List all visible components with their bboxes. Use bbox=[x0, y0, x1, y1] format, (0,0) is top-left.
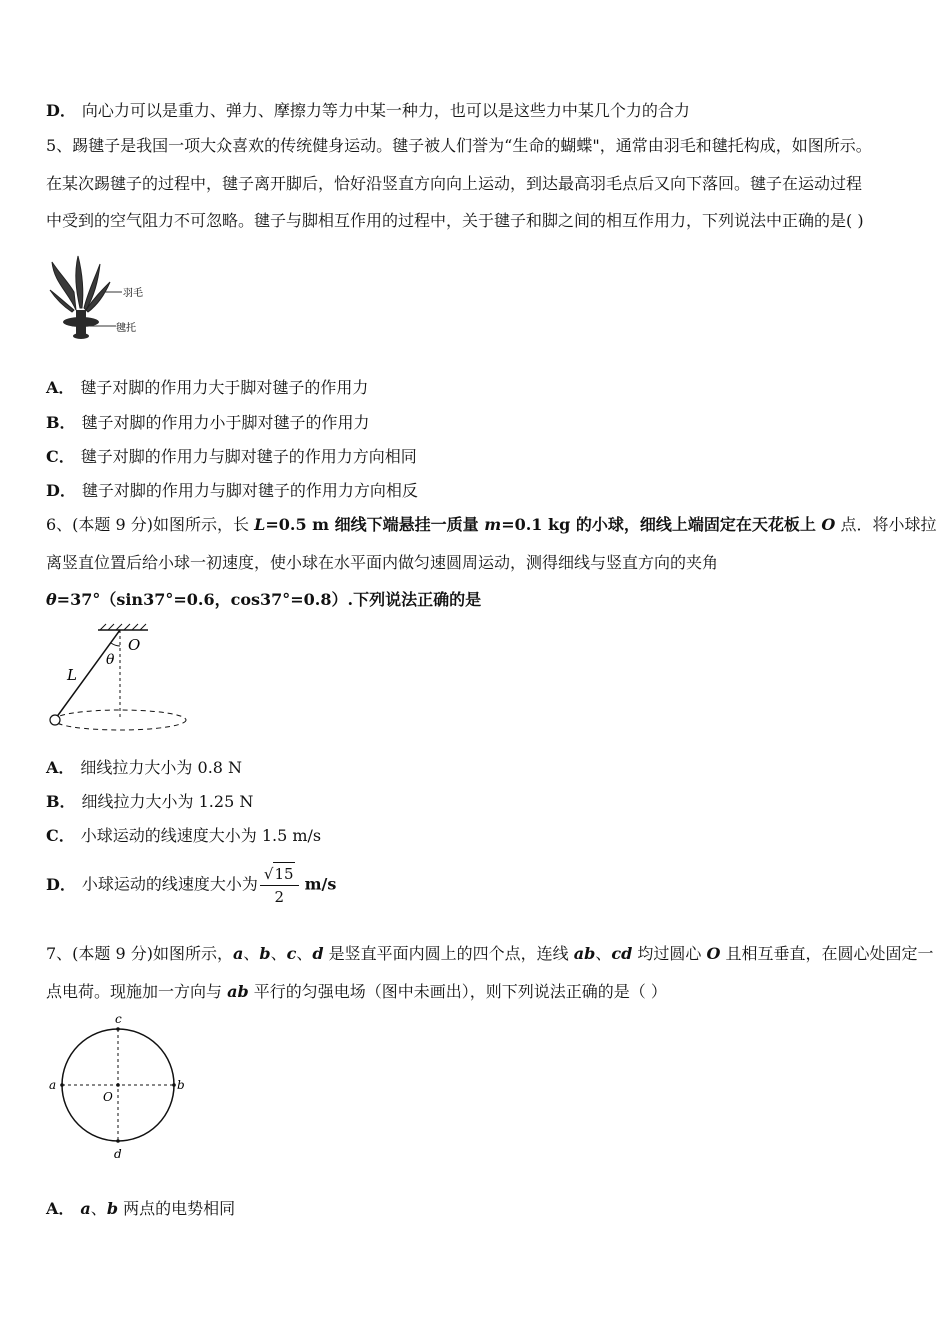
option-text: 小球运动的线速度大小为 bbox=[81, 874, 258, 894]
option-label: B． bbox=[46, 792, 76, 811]
label-theta: θ bbox=[106, 652, 115, 668]
base-shape bbox=[63, 310, 99, 339]
q7-stem-line-2 bbox=[46, 982, 667, 1002]
option-label: A． bbox=[46, 378, 75, 397]
q6-stem-line-3 bbox=[46, 590, 481, 610]
label-d: d bbox=[114, 1147, 122, 1161]
string-line bbox=[56, 630, 120, 718]
q7-text: 均过圆心 bbox=[632, 944, 707, 963]
q4-option-d bbox=[46, 101, 690, 121]
ball bbox=[50, 715, 60, 725]
circular-path bbox=[54, 710, 186, 730]
var-cd: cd bbox=[611, 944, 633, 963]
option-label: A． bbox=[46, 758, 75, 777]
q6-option-d bbox=[46, 862, 336, 908]
ceiling-hatch bbox=[100, 624, 146, 630]
q6-text: 6、(本题 9 分)如图所示，长 bbox=[46, 515, 255, 534]
q5-stem-line-2: 在某次踢毽子的过程中，毽子离开脚后，恰好沿竖直方向向上运动，到达最高羽毛点后又向下落回。毽子在运动过程 bbox=[46, 174, 863, 193]
sqrt-radicand: 15 bbox=[273, 862, 294, 885]
var-theta: θ bbox=[46, 590, 57, 609]
unit: m/s bbox=[304, 874, 337, 894]
shuttlecock-figure bbox=[46, 252, 156, 342]
point-O bbox=[116, 1083, 120, 1087]
q5-option-c bbox=[46, 447, 417, 467]
q6-option-b bbox=[46, 792, 253, 812]
label-c: c bbox=[115, 1012, 122, 1026]
feather-shape bbox=[50, 256, 110, 312]
option-label: D． bbox=[46, 481, 76, 500]
var-ab: ab bbox=[573, 944, 596, 963]
var-a: a bbox=[233, 944, 244, 963]
separator: 、 bbox=[595, 944, 612, 963]
option-label: B． bbox=[46, 413, 76, 432]
q6-text: =0.1 kg 的小球，细线上端固定在天花板上 bbox=[501, 515, 822, 534]
option-label: A． bbox=[46, 1199, 75, 1218]
option-text: 两点的电势相同 bbox=[118, 1199, 236, 1218]
var-O: O bbox=[706, 944, 721, 963]
option-text: 向心力可以是重力、弹力、摩擦力等力中某一种力，也可以是这些力中某几个力的合力 bbox=[81, 101, 690, 120]
label-O: O bbox=[103, 1090, 113, 1104]
q5-stem-line-3: 中受到的空气阻力不可忽略。毽子与脚相互作用的过程中，关于毽子和脚之间的相互作用力，下列说法中正确的是( ) bbox=[46, 211, 864, 230]
q6-text: 点．将小球拉 bbox=[835, 515, 937, 534]
q6-text: =0.5 m 细线下端悬挂一质量 bbox=[265, 515, 485, 534]
label-b: b bbox=[177, 1078, 185, 1092]
option-text: 细线拉力大小为 0.8 N bbox=[80, 758, 243, 777]
base-label: 毽托 bbox=[116, 323, 136, 334]
option-text: 毽子对脚的作用力大于脚对毽子的作用力 bbox=[80, 378, 369, 397]
q7-text: 平行的匀强电场（图中未画出），则下列说法正确的是（ ） bbox=[248, 982, 667, 1001]
q7-stem-line-1 bbox=[46, 944, 934, 964]
separator: 、 bbox=[90, 1199, 107, 1218]
label-O: O bbox=[128, 636, 141, 654]
q5-option-a bbox=[46, 378, 368, 398]
var-a: a bbox=[80, 1199, 91, 1218]
q6-text: =37°（sin37°=0.6，cos37°=0.8）.下列说法正确的是 bbox=[56, 590, 482, 609]
q6-option-a bbox=[46, 758, 242, 778]
var-O: O bbox=[821, 515, 836, 534]
pendulum-figure bbox=[44, 622, 194, 734]
fraction-denominator: 2 bbox=[274, 888, 284, 906]
q5-stem-line-1: 5、踢毽子是我国一项大众喜欢的传统健身运动。毽子被人们誉为“生命的蝴蝶"，通常由羽毛和毽托构成，如图所示。 bbox=[46, 136, 872, 155]
q5-option-d bbox=[46, 481, 418, 501]
option-text: 细线拉力大小为 1.25 N bbox=[81, 792, 254, 811]
option-label: D． bbox=[46, 101, 76, 120]
var-b: b bbox=[259, 944, 271, 963]
separator: 、 bbox=[296, 944, 313, 963]
option-text: 毽子对脚的作用力小于脚对毽子的作用力 bbox=[81, 413, 370, 432]
q6-stem-line-2: 离竖直位置后给小球一初速度，使小球在水平面内做匀速圆周运动，测得细线与竖直方向的夹角 bbox=[46, 553, 719, 572]
var-b: b bbox=[106, 1199, 118, 1218]
separator: 、 bbox=[270, 944, 287, 963]
option-text: 小球运动的线速度大小为 1.5 m/s bbox=[80, 826, 322, 845]
point-d bbox=[116, 1139, 120, 1143]
option-label: C． bbox=[46, 826, 75, 845]
q7-text: 且相互垂直，在圆心处固定一 bbox=[720, 944, 934, 963]
option-label: C． bbox=[46, 447, 75, 466]
var-ab: ab bbox=[227, 982, 249, 1001]
q5-option-b bbox=[46, 413, 370, 433]
fraction: $\frac{√15}{2}$ bbox=[260, 862, 299, 908]
var-d: d bbox=[312, 944, 324, 963]
q7-text: 7、(本题 9 分)如图所示， bbox=[46, 944, 234, 963]
var-m: m bbox=[484, 515, 502, 534]
var-L: L bbox=[254, 515, 266, 534]
q7-text: 点电荷。现施加一方向与 bbox=[46, 982, 228, 1001]
point-a bbox=[60, 1083, 64, 1087]
angle-arc bbox=[111, 643, 120, 646]
q7-text: 是竖直平面内圆上的四个点，连线 bbox=[323, 944, 574, 963]
q7-option-a bbox=[46, 1199, 235, 1219]
option-label: D． bbox=[46, 874, 76, 894]
label-L: L bbox=[67, 666, 77, 684]
point-b bbox=[172, 1083, 176, 1087]
point-c bbox=[116, 1027, 120, 1031]
circle-figure bbox=[44, 1012, 194, 1164]
label-a: a bbox=[49, 1078, 57, 1092]
var-c: c bbox=[286, 944, 297, 963]
option-text: 毽子对脚的作用力与脚对毽子的作用力方向相反 bbox=[81, 481, 418, 500]
option-text: 毽子对脚的作用力与脚对毽子的作用力方向相同 bbox=[80, 447, 417, 466]
q6-option-c bbox=[46, 826, 321, 846]
separator: 、 bbox=[243, 944, 260, 963]
feather-label: 羽毛 bbox=[123, 288, 143, 299]
q6-stem-line-1 bbox=[46, 515, 936, 535]
